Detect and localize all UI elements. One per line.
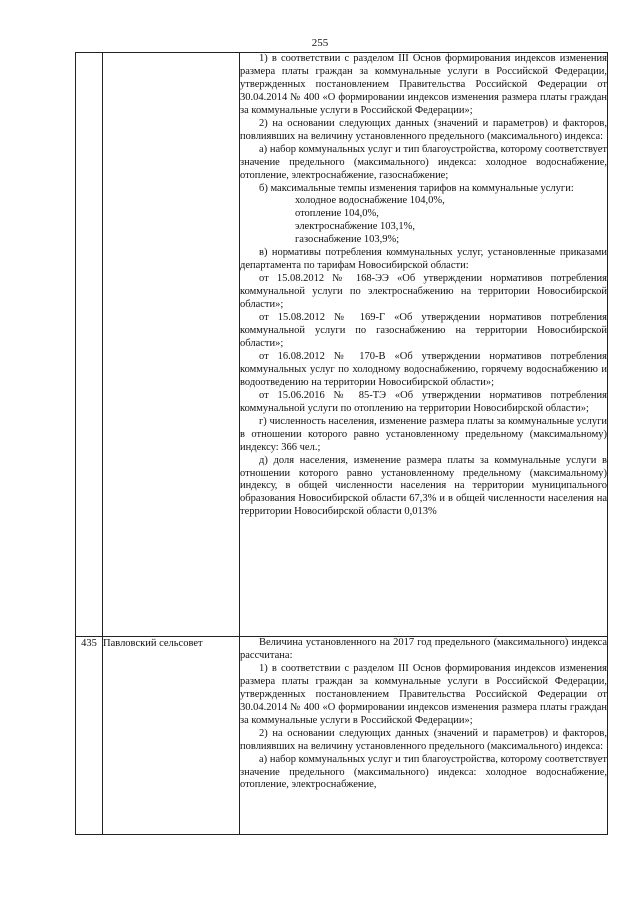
paragraph: электроснабжение 103,1%, — [295, 221, 415, 233]
page-number: 255 — [311, 37, 329, 49]
row-number — [76, 53, 103, 637]
paragraph: газоснабжение 103,9%; — [295, 234, 400, 246]
municipality-name: Павловский сельсовет — [103, 637, 240, 835]
paragraph: от 16.08.2012 № 170-В «Об утверждении нормативов потребления коммунальных услуг по холодному водоснабжению, горячему водоснабжению и водоотведению на территории Новосибирской области»; — [240, 350, 607, 388]
justification-text — [240, 637, 607, 834]
paragraph: от 15.08.2012 № 168-ЭЭ «Об утверждении нормативов потребления коммунальной услуги по электроснабжению на территории Новосибирской области»; — [240, 273, 607, 311]
table-row — [76, 637, 608, 835]
paragraph: 1) в соответствии с разделом III Основ формирования индексов изменения размера платы граждан за коммунальные услуги в Российской Федерации, утвержденных постановлением Правительства Российской Федерации от 30.04.2014 № 400 «О формировании индексов изменения размера платы граждан за коммунальные услуги в Российской Федерации»; — [240, 53, 607, 116]
paragraph: а) набор коммунальных услуг и тип благоустройства, которому соответствует значение предельного (максимального) индекса: холодное водоснабжение, отопление, электроснабжение, — [240, 753, 607, 791]
justification-text — [240, 53, 607, 636]
paragraph: г) численность населения, изменение размера платы за коммунальные услуги в отношении которого равно установленному предельному (максимальному) индексу: 366 чел.; — [240, 415, 607, 453]
paragraph: от 15.06.2016 № 85-ТЭ «Об утверждении нормативов потребления коммунальной услуги по отоплению на территории Новосибирской области»; — [240, 389, 607, 414]
justification-cell — [240, 637, 608, 835]
table-row — [76, 53, 608, 637]
row-number: 435 — [76, 637, 103, 835]
paragraph: д) доля населения, изменение размера платы за коммунальные услуги в отношении которого равно установленному предельному (максимальному) индексу, в общей численности населения на территории муниципального образования Новосибирской области 67,3% и в общей численности населения на территории Новосибирской области 0,013% — [240, 454, 607, 518]
paragraph: в) нормативы потребления коммунальных услуг, установленные приказами департамента по тарифам Новосибирской области: — [240, 247, 607, 272]
justification-cell — [240, 53, 608, 637]
paragraph: а) набор коммунальных услуг и тип благоустройства, которому соответствует значение предельного (максимального) индекса: холодное водоснабжение, отопление, электроснабжение, газоснабжение; — [240, 143, 607, 181]
paragraph: 2) на основании следующих данных (значений и параметров) и факторов, повлиявших на величину установленного предельного (максимального) индекса: — [240, 727, 607, 752]
paragraph: Величина установленного на 2017 год предельного (максимального) индекса рассчитана: — [240, 637, 607, 661]
municipality-name — [103, 53, 240, 637]
paragraph: 1) в соответствии с разделом III Основ формирования индексов изменения размера платы граждан за коммунальные услуги в Российской Федерации, утвержденных постановлением Правительства Российской Федерации от 30.04.2014 № 400 «О формировании индексов изменения размера платы граждан за коммунальные услуги в Российской Федерации»; — [240, 662, 607, 726]
paragraph: отопление 104,0%, — [295, 208, 379, 220]
document-table — [75, 52, 608, 835]
paragraph: б) максимальные темпы изменения тарифов на коммунальные услуги: — [259, 182, 574, 194]
paragraph: 2) на основании следующих данных (значений и параметров) и факторов, повлиявших на величину установленного предельного (максимального) индекса: — [240, 117, 607, 142]
paragraph: холодное водоснабжение 104,0%, — [295, 195, 445, 207]
paragraph: от 15.08.2012 № 169-Г «Об утверждении нормативов потребления коммунальной услуги по газоснабжению на территории Новосибирской области»; — [240, 312, 607, 349]
